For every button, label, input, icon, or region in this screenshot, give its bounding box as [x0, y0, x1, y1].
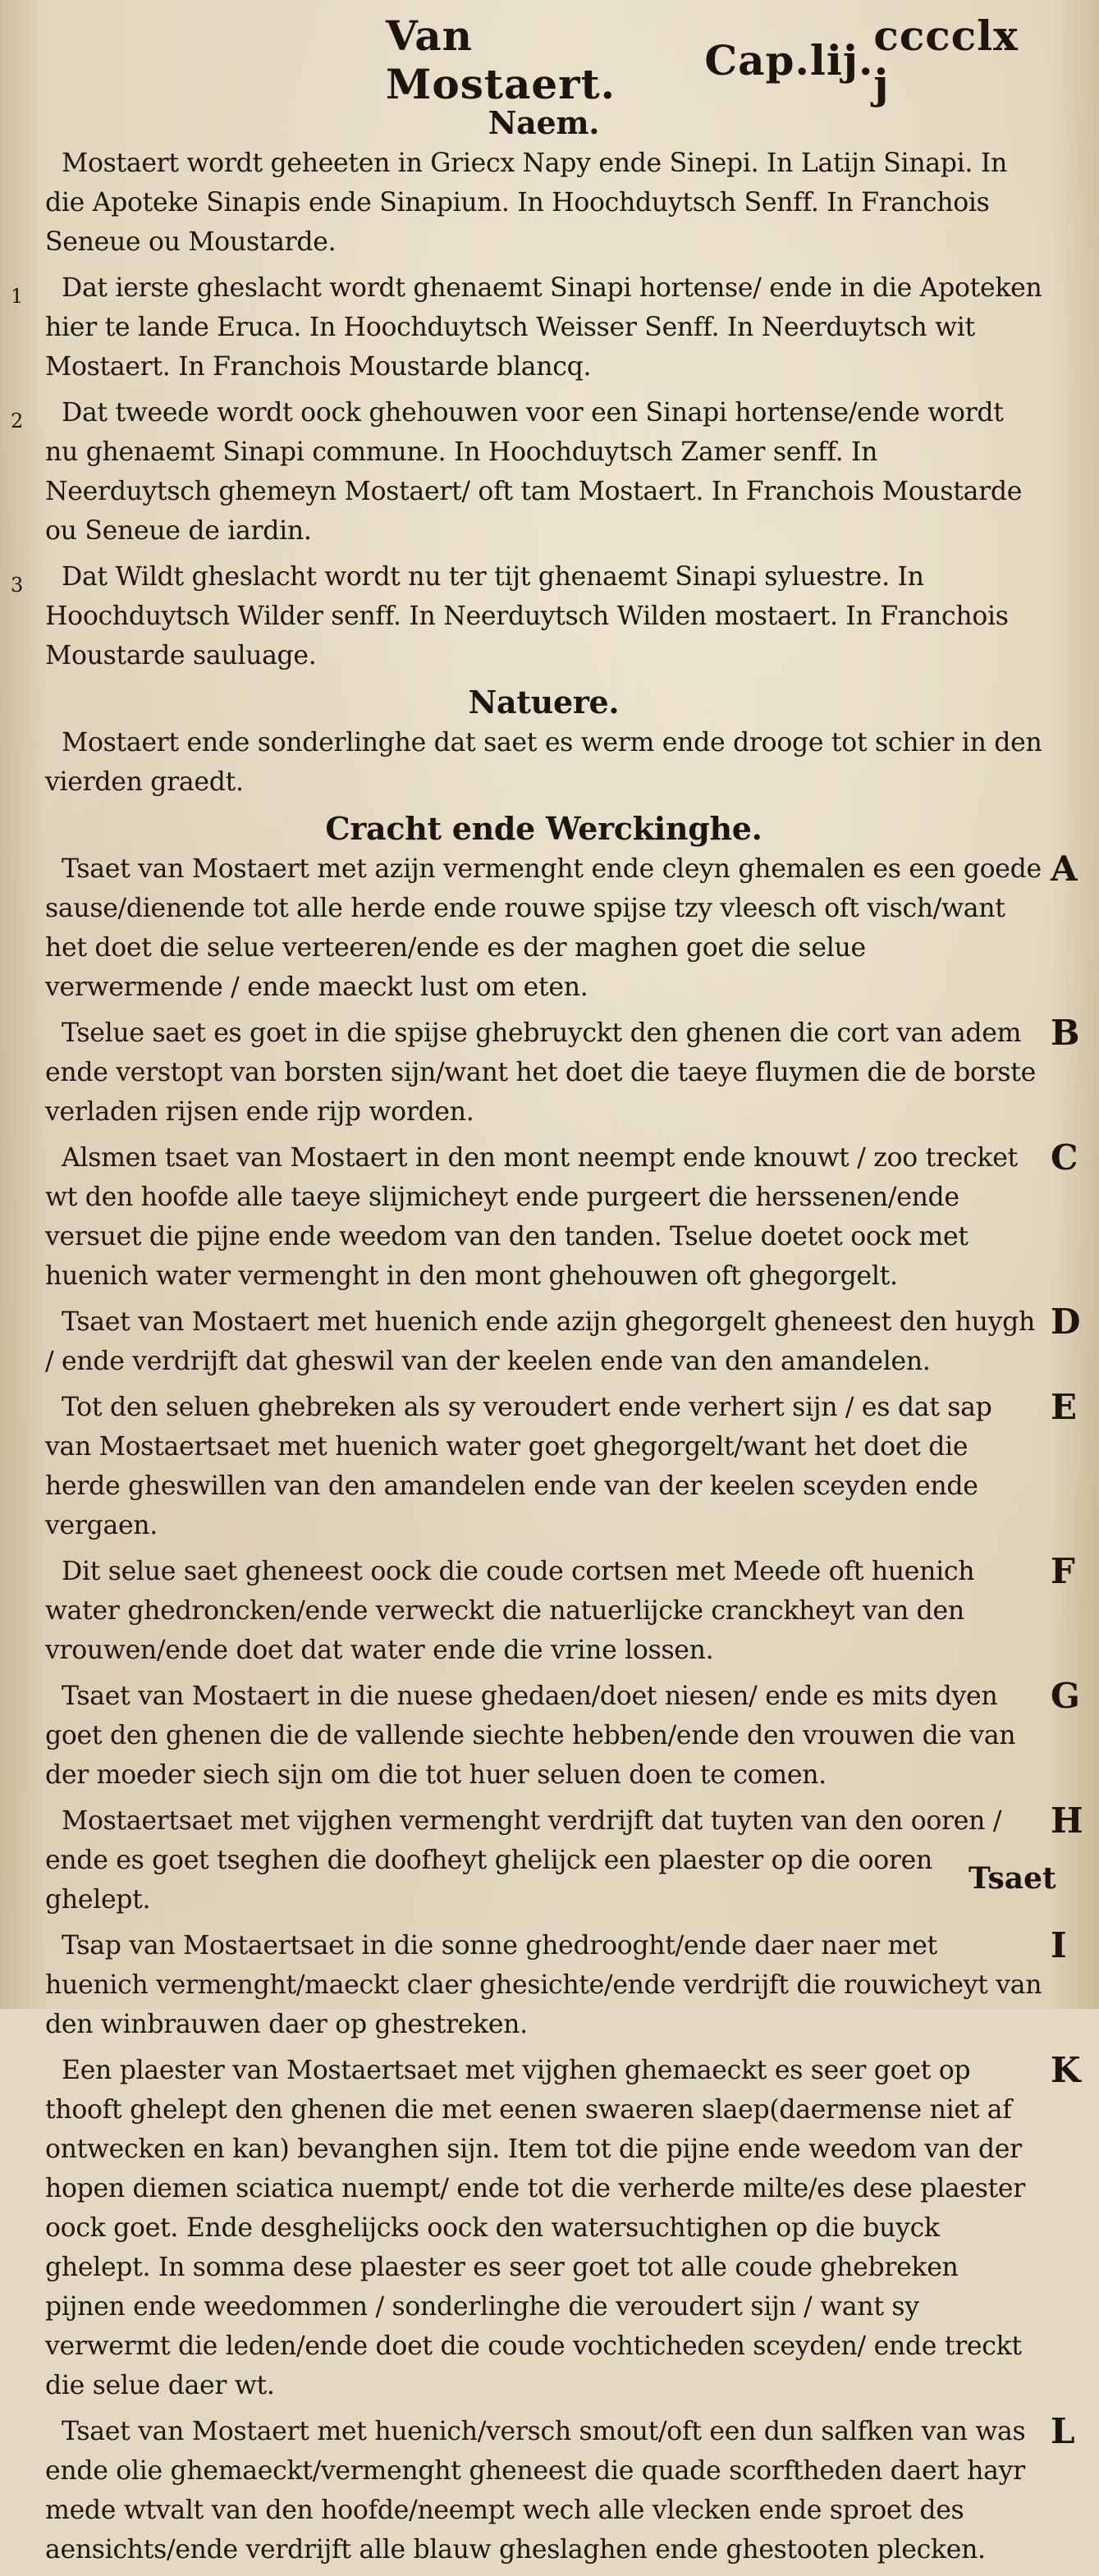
- section-heading-natuere: Natuere.: [468, 684, 620, 721]
- variety-number: 2: [11, 410, 23, 432]
- cracht-list: [45, 849, 1083, 2569]
- cracht-paragraph-block: [45, 1676, 1080, 1795]
- section-heading-cracht: Cracht ende Werckinghe.: [325, 810, 762, 847]
- variety-1: [11, 268, 1042, 387]
- naem-paragraph: Dat ierste gheslacht wordt ghenaemt Sinapi hortense/ ende in die Apoteken hier te lande Eruca. In Hoochduytsch Weisser Senff. In Neerduytsch wit Mostaert. In Franchois Moustarde blancq.: [45, 273, 1042, 382]
- cracht-paragraph-block: [45, 1800, 1083, 1919]
- margin-letter: L: [1051, 2411, 1075, 2451]
- cracht-paragraph-block: [45, 849, 1078, 1007]
- cracht-paragraph-block: [45, 2411, 1075, 2569]
- cracht-paragraph: Dit selue saet gheneest oock die coude cortsen met Meede oft huenich water ghedroncken/ende verweckt die natuerlijcke cranckheyt van den vrouwen/ende doet dat water ende die vrine lossen.: [45, 1557, 975, 1665]
- cracht-paragraph: Tsaet van Mostaert met huenich ende azijn ghegorgelt gheneest den huygh / ende verdrijft dat gheswil van der keelen ende van den amandelen.: [45, 1307, 1035, 1376]
- naem-paragraph: Dat Wildt gheslacht wordt nu ter tijt ghenaemt Sinapi syluestre. In Hoochduytsch Wilder senff. In Neerduytsch Wilden mostaert. In Franchois Moustarde sauluage.: [45, 562, 1009, 670]
- cracht-paragraph: Tselue saet es goet in die spijse ghebruyckt den ghenen die cort van adem ende verstopt van borsten sijn/want het doet die taeye fluymen die de borste verladen rijsen ende rijp worden.: [45, 1018, 1036, 1127]
- header-chapter: Cap.lij.: [704, 35, 874, 85]
- margin-letter: C: [1051, 1137, 1078, 1178]
- header-title: Van Mostaert.: [386, 11, 616, 108]
- cracht-paragraph: Mostaertsaet met vijghen vermenght verdrijft dat tuyten van den ooren / ende es goet tseghen die doofheyt ghelijck een plaester op die ooren ghelept.: [45, 1806, 1002, 1915]
- variety-number: 1: [11, 285, 23, 308]
- margin-letter: G: [1051, 1676, 1080, 1716]
- margin-letter: A: [1051, 849, 1078, 889]
- variety-3: [11, 557, 1042, 675]
- catchword: Tsaet: [968, 1861, 1056, 1896]
- variety-2: [11, 393, 1042, 551]
- cracht-paragraph-block: [45, 1137, 1078, 1296]
- cracht-paragraph-block: [45, 1013, 1080, 1132]
- cracht-paragraph: Tot den seluen ghebreken als sy veroudert ende verhert sijn / es dat sap van Mostaertsaet met huenich water goet ghegorgelt/want het doet die herde gheswillen van den amandelen ende van der keelen sceyden ende vergaen.: [45, 1393, 992, 1540]
- margin-letter: K: [1051, 2050, 1081, 2090]
- cracht-paragraph-block: [45, 1925, 1067, 2044]
- cracht-paragraph-block: [45, 1302, 1081, 1381]
- naem-paragraph: Mostaert wordt geheeten in Griecx Napy ende Sinepi. In Latijn Sinapi. In die Apoteke Sinapis ende Sinapium. In Hoochduytsch Senff. In Franchois Seneue ou Moustarde.: [45, 149, 1007, 257]
- cracht-paragraph: Tsaet van Mostaert met huenich/versch smout/oft een dun salfken van was ende olie ghemaeckt/vermenght gheneest die quade scorftheden daert hayr mede wtvalt van den hoofde/neempt wech alle vlecken ende sproet des aensichts/ende verdrijft alle blauw gheslaghen ende ghestooten plecken.: [45, 2417, 1026, 2565]
- running-header: [386, 11, 1042, 108]
- margin-letter: D: [1051, 1302, 1081, 1342]
- margin-letter: F: [1051, 1551, 1075, 1591]
- margin-letter: I: [1051, 1925, 1067, 1965]
- cracht-paragraph: Een plaester van Mostaertsaet met vijghen ghemaeckt es seer goet op thooft ghelept den ghenen die met eenen swaeren slaep(daermense niet af ontwecken en kan) bevanghen sijn. Item tot die pijne ende weedom van der hopen diemen sciatica nuempt/ ende tot die verherde milte/es dese plaester oock goet. Ende desghelijcks oock den watersuchtighen op die buyck ghelept. In somma dese plaester es seer goet tot alle coude ghebreken pijnen ende weedommen / sonderlinghe die veroudert sijn / want sy verwermt die leden/ende doet die coude vochticheden sceyden/ ende treckt die selue daer wt.: [45, 2056, 1026, 2400]
- cracht-paragraph: Tsaet van Mostaert met azijn vermenght ende cleyn ghemalen es een goede sause/dienende tot alle herde ende rouwe spijse tzy vleesch oft visch/want het doet die selue verteeren/ende es der maghen goet die selue verwermende / ende maeckt lust om eten.: [45, 854, 1042, 1002]
- cracht-paragraph-block: [45, 2050, 1081, 2405]
- naem-paragraph: Dat tweede wordt oock ghehouwen voor een Sinapi hortense/ende wordt nu ghenaemt Sinapi commune. In Hoochduytsch Zamer senff. In Neerduytsch ghemeyn Mostaert/ oft tam Mostaert. In Franchois Moustarde ou Seneue de iardin.: [45, 398, 1023, 546]
- text-block: [11, 103, 1083, 2576]
- cracht-paragraph: Tsap van Mostaertsaet in die sonne ghedrooght/ende daer naer met huenich vermenght/maeckt claer ghesichte/ende verdrijft die rouwicheyt van den winbrauwen daer op ghestreken.: [45, 1931, 1042, 2039]
- cracht-paragraph-block: [45, 1387, 1077, 1545]
- margin-letter: B: [1051, 1013, 1080, 1053]
- cracht-paragraph-block: [45, 1551, 1075, 1670]
- cracht-paragraph: Alsmen tsaet van Mostaert in den mont neempt ende knouwt / zoo trecket wt den hoofde alle taeye slijmicheyt ende purgeert die herssenen/ende versuet die pijne ende weedom van den tanden. Tselue doetet oock met huenich water vermenght in den mont ghehouwen oft ghegorgelt.: [45, 1143, 1018, 1291]
- cracht-paragraph: Tsaet van Mostaert in die nuese ghedaen/doet niesen/ ende es mits dyen goet den ghenen die de vallende siechte hebben/ende den vrouwen die van der moeder siech sijn om die tot huer seluen doen te comen.: [45, 1681, 1016, 1790]
- header-folio: cccclx j: [873, 11, 1019, 108]
- variety-number: 3: [11, 574, 23, 597]
- section-heading-naem: Naem.: [488, 104, 600, 141]
- natuere-paragraph: Mostaert ende sonderlinghe dat saet es werm ende drooge tot schier in den vierden graedt.: [45, 728, 1042, 797]
- margin-letter: H: [1051, 1800, 1083, 1841]
- margin-letter: E: [1051, 1387, 1077, 1427]
